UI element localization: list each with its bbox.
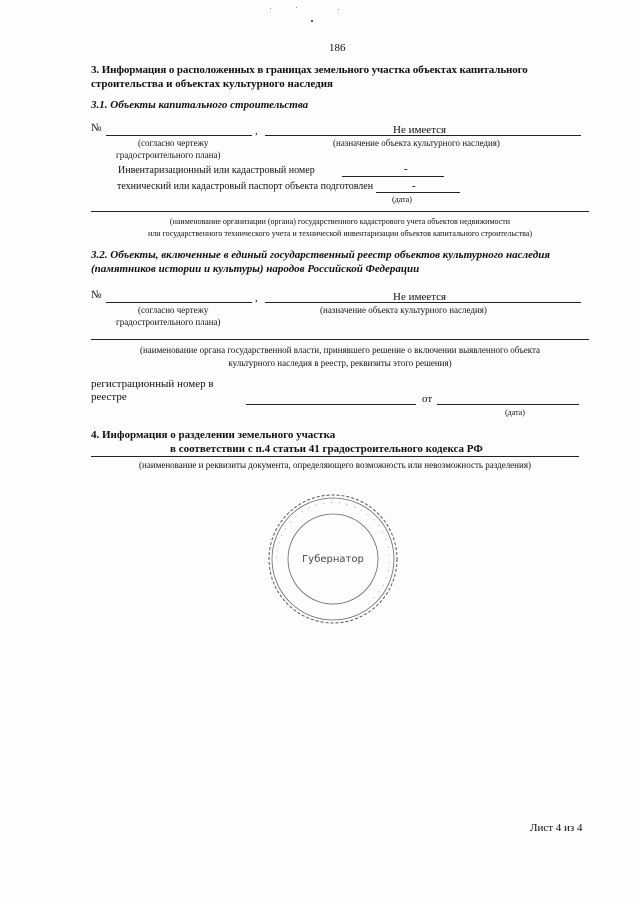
caption-drawing-2: градостроительного плана): [116, 317, 221, 327]
caption-drawing-2: градостроительного плана): [116, 150, 221, 160]
scan-speck: [311, 20, 313, 22]
number-sign: №: [91, 122, 102, 134]
number-field-line: [106, 135, 252, 136]
sheet-counter: Лист 4 из 4: [530, 822, 583, 834]
subsection-3-2-title-line1: 3.2. Объекты, включенные в единый государственный реестр объектов культурного наследия: [91, 249, 550, 261]
subsection-3-1-title: 3.1. Объекты капитального строительства: [91, 99, 309, 111]
number-sign: №: [91, 289, 102, 301]
date-caption: (дата): [392, 195, 412, 204]
authority-field-line: [91, 339, 589, 340]
caption-purpose: (назначение объекта культурного наследия): [320, 305, 487, 315]
number-field-line: [106, 302, 252, 303]
registry-label-1: регистрационный номер в: [91, 378, 214, 390]
scan-speck: [338, 9, 339, 10]
purpose-value: Не имеется: [393, 291, 447, 303]
subsection-3-2-title-line2: (памятников истории и культуры) народов Российской Федерации: [91, 263, 420, 275]
authority-caption-2: культурного наследия в реестр, реквизиты этого решения): [228, 358, 452, 368]
page-number: 186: [329, 42, 346, 54]
scan-speck: [296, 7, 297, 8]
registry-date-line: [437, 404, 579, 405]
division-document-value: в соответствии с п.4 статьи 41 градостроительного кодекса РФ: [170, 443, 483, 455]
seal-center-text: Губернатор: [302, 554, 364, 565]
authority-caption-1: (наименование органа государственной власти, принявшего решение о включении выявленного объекта: [139, 345, 541, 355]
inventory-value: -: [404, 163, 408, 175]
section4-title: 4. Информация о разделении земельного участка: [91, 429, 336, 441]
organization-caption-2: или государственного технического учета и технической инвентаризации объектов капитального строительства): [147, 229, 532, 238]
section3-title-line2: строительства и объектах культурного наследия: [91, 78, 334, 90]
from-label: от: [422, 393, 433, 405]
caption-drawing: (согласно чертежу: [138, 305, 209, 315]
official-seal: [266, 491, 400, 627]
passport-label: технический или кадастровый паспорт объекта подготовлен: [117, 181, 374, 192]
registry-label-2: реестре: [91, 391, 127, 403]
date-caption: (дата): [505, 408, 525, 417]
organization-caption-1: (наименование организации (органа) государственного кадастрового учета объектов недвижимости: [169, 217, 511, 226]
division-document-line: [91, 456, 579, 457]
division-caption: (наименование и реквизиты документа, определяющего возможность или невозможность разделения): [139, 460, 531, 470]
passport-value: -: [412, 180, 416, 192]
purpose-value: Не имеется: [393, 124, 447, 136]
caption-purpose: (назначение объекта культурного наследия): [333, 138, 500, 148]
comma: ,: [255, 125, 258, 137]
section3-title-line1: 3. Информация о расположенных в границах земельного участка объектах капитального: [91, 64, 528, 76]
passport-date-line: [376, 192, 460, 193]
registry-number-line: [246, 404, 416, 405]
inventory-field-line: [342, 176, 444, 177]
comma: ,: [255, 292, 258, 304]
caption-drawing: (согласно чертежу: [138, 138, 209, 148]
seal-arc-text: · · · · · · · · · · · · · · · · · · · · · · · · · · · · · ·: [272, 498, 394, 608]
inventory-label: Инвентаризационный или кадастровый номер: [118, 165, 315, 176]
organization-field-line: [91, 211, 589, 212]
scan-speck: [270, 8, 271, 9]
